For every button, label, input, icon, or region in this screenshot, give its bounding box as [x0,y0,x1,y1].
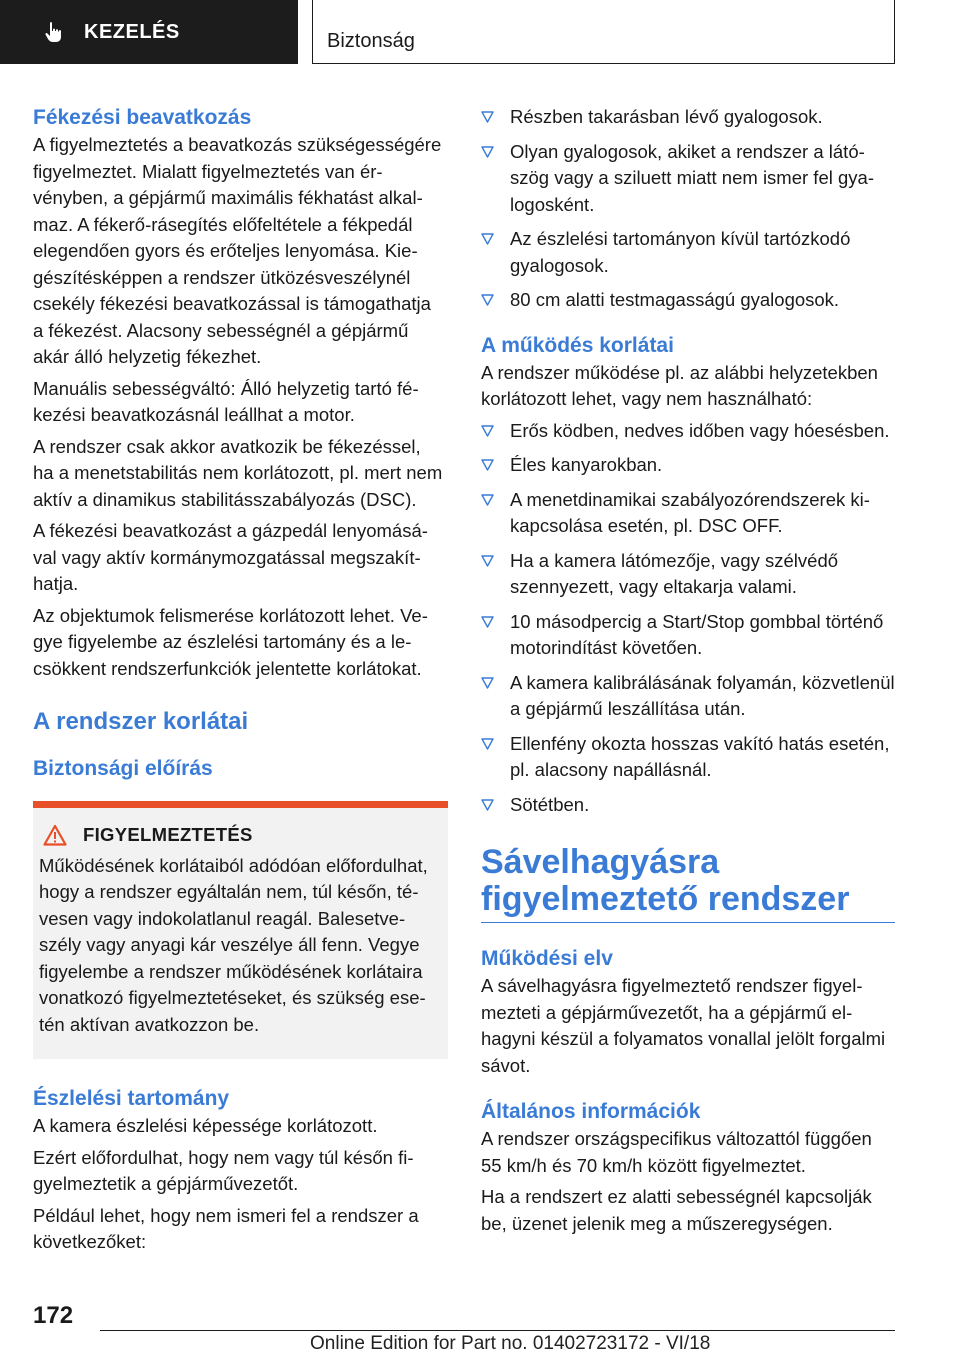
list-item [481,226,895,279]
safety-heading: Biztonsági előírás [33,757,213,780]
heading-rule [481,922,895,923]
list-item [481,287,895,314]
braking-paragraph-4: A fékezési beavatkozást a gázpedál lenyomásával vagy aktív kormánymozgatással megszakíthatja. [33,520,428,594]
principle-paragraph: A sávelhagyásra figyelmeztető rendszer figyelmezteti a gépjárművezetőt, ha a gépjármű elhagyni készül a folyamatos vonallal jelölt forgalmi sávot. [481,975,886,1076]
list-item [481,548,895,601]
bullet-triangle-icon [481,616,494,628]
section-tab [0,0,298,64]
page-title: Biztonság [327,30,415,52]
left-column [33,104,443,1261]
range-paragraph-1: A kamera észlelési képessége korlátozott. [33,1115,378,1136]
function-limits-paragraph: A rendszer működése pl. az alábbi helyzetekben korlátozott lehet, vagy nem használható: [481,361,878,409]
list-item-text: A kamera kalibrálásának folyamán, közvetlenül a gépjármű leszállítása után. [510,671,895,719]
page-number: 172 [33,1302,74,1329]
list-item-text: Éles kanyarokban. [510,454,663,475]
general-paragraph-1: A rendszer országspecifikus változattól függően 55 km/h és 70 km/h között figyelmeztet. [481,1128,872,1176]
list-item-text: Az észlelési tartományon kívül tartózkodó gyalogosok. [510,228,851,276]
bullet-triangle-icon [481,111,494,123]
braking-paragraph-5: Az objektumok felismerése korlátozott lehet. Vegye figyelembe az észlelési tartomány és a lecsökkent rendszerfunkciók jelentette korlátokat. [33,604,428,679]
list-item [481,418,895,445]
list-item [481,487,895,540]
hand-pointer-icon [42,20,66,44]
general-info-heading: Általános információk [481,1100,701,1123]
lane-departure-heading: Sávelhagyásra figyelmeztető rendszer [481,843,850,918]
list-item-text: A menetdinamikai szabályozórendszerek kikapcsolása esetén, pl. DSC OFF. [510,488,870,536]
principle-heading: Működési elv [481,947,613,970]
list-item-text: Erős ködben, nedves időben vagy hóesésben. [510,419,890,441]
bullet-triangle-icon [481,233,494,245]
list-item-text: Ha a kamera látómezője, vagy szélvédő szennyezett, vagy eltakarja valami. [510,549,839,597]
braking-paragraph-3: A rendszer csak akkor avatkozik be fékezéssel, ha a menetstabilitás nem korlátozott, pl. mert nem aktív a dinamikus stabilitásszabályozás (DSC). [33,435,443,510]
list-item-text: Részben takarásban lévő gyalogosok. [510,106,823,127]
warning-title: FIGYELMEZTETÉS [83,824,253,845]
function-limits-heading: A működés korlátai [481,333,674,357]
list-item [481,139,895,219]
list-item-text: 80 cm alatti testmagasságú gyalogosok. [510,289,840,310]
bullet-triangle-icon [481,146,494,158]
list-item [481,731,895,784]
bullet-triangle-icon [481,799,494,811]
bullet-triangle-icon [481,738,494,750]
braking-paragraph-1: A figyelmeztetés a beavatkozás szükségességére figyelmeztet. Mialatt figyelmeztetés van érvényben, a gépjármű maximális fékhatást alkalmaz. A fékerő-rásegítés előfeltétele a fékpedál elegendően gyors és erőteljes lenyomása. Kiegészítésképpen a rendszer ütközésveszélynél csekély fékezési beavatkozással is támogathatja a fékezést. Alacsony sebességnél a gépjármű akár álló helyzetig fékezhet. [33,134,442,367]
warning-triangle-icon [43,824,67,846]
range-paragraph-2: Ezért előfordulhat, hogy nem vagy túl későn figyelmeztetik a gépjárművezetőt. [33,1146,414,1194]
list-item-text: Olyan gyalogosok, akiket a rendszer a látószög vagy a sziluett miatt nem ismer fel gyalogosként. [510,140,874,215]
warning-box [33,801,448,1059]
list-item [481,670,895,723]
edition-footer: Online Edition for Part no. 01402723172 - VI/18 [310,1333,711,1354]
braking-paragraph-2: Manuális sebességváltó: Álló helyzetig tartó fékezési beavatkozásnál leállhat a motor. [33,377,419,425]
bullet-triangle-icon [481,459,494,471]
section-tab-label: KEZELÉS [84,20,180,43]
list-item [481,609,895,662]
list-item [481,104,895,131]
bullet-triangle-icon [481,425,494,437]
list-item [481,452,895,479]
header-frame [312,0,895,64]
range-heading: Észlelési tartomány [33,1087,230,1110]
footer-rule [100,1330,895,1331]
general-paragraph-2: Ha a rendszert ez alatti sebességnél kapcsolják be, üzenet jelenik meg a műszeregységen. [481,1186,872,1234]
list-item-text: 10 másodpercig a Start/Stop gombbal történő motorindítást követően. [510,610,884,658]
function-limits-list [481,418,895,819]
limits-heading: A rendszer korlátai [33,708,249,735]
range-paragraph-3: Például lehet, hogy nem ismeri fel a rendszer a következőket: [33,1204,419,1252]
undetected-pedestrians-list [481,104,895,314]
bullet-triangle-icon [481,294,494,306]
braking-heading: Fékezési beavatkozás [33,106,252,129]
bullet-triangle-icon [481,555,494,567]
warning-text: Működésének korlátaiból adódóan előfordulhat, hogy a rendszer egyáltalán nem, túl későn, tévesen vagy indokolatlanul reagál. Balesetveszély vagy anyagi kár veszélye áll fenn. Vegye figyelembe a rendszer működésének korlátaira vonatkozó figyelmeztetéseket, és szükség esetén aktívan avatkozzon be. [39,854,428,1035]
bullet-triangle-icon [481,494,494,506]
list-item-text: Sötétben. [510,793,590,815]
list-item [481,792,895,819]
bullet-triangle-icon [481,677,494,689]
list-item-text: Ellenfény okozta hosszas vakító hatás esetén, pl. alacsony napállásnál. [510,732,890,780]
right-column [481,104,895,1242]
